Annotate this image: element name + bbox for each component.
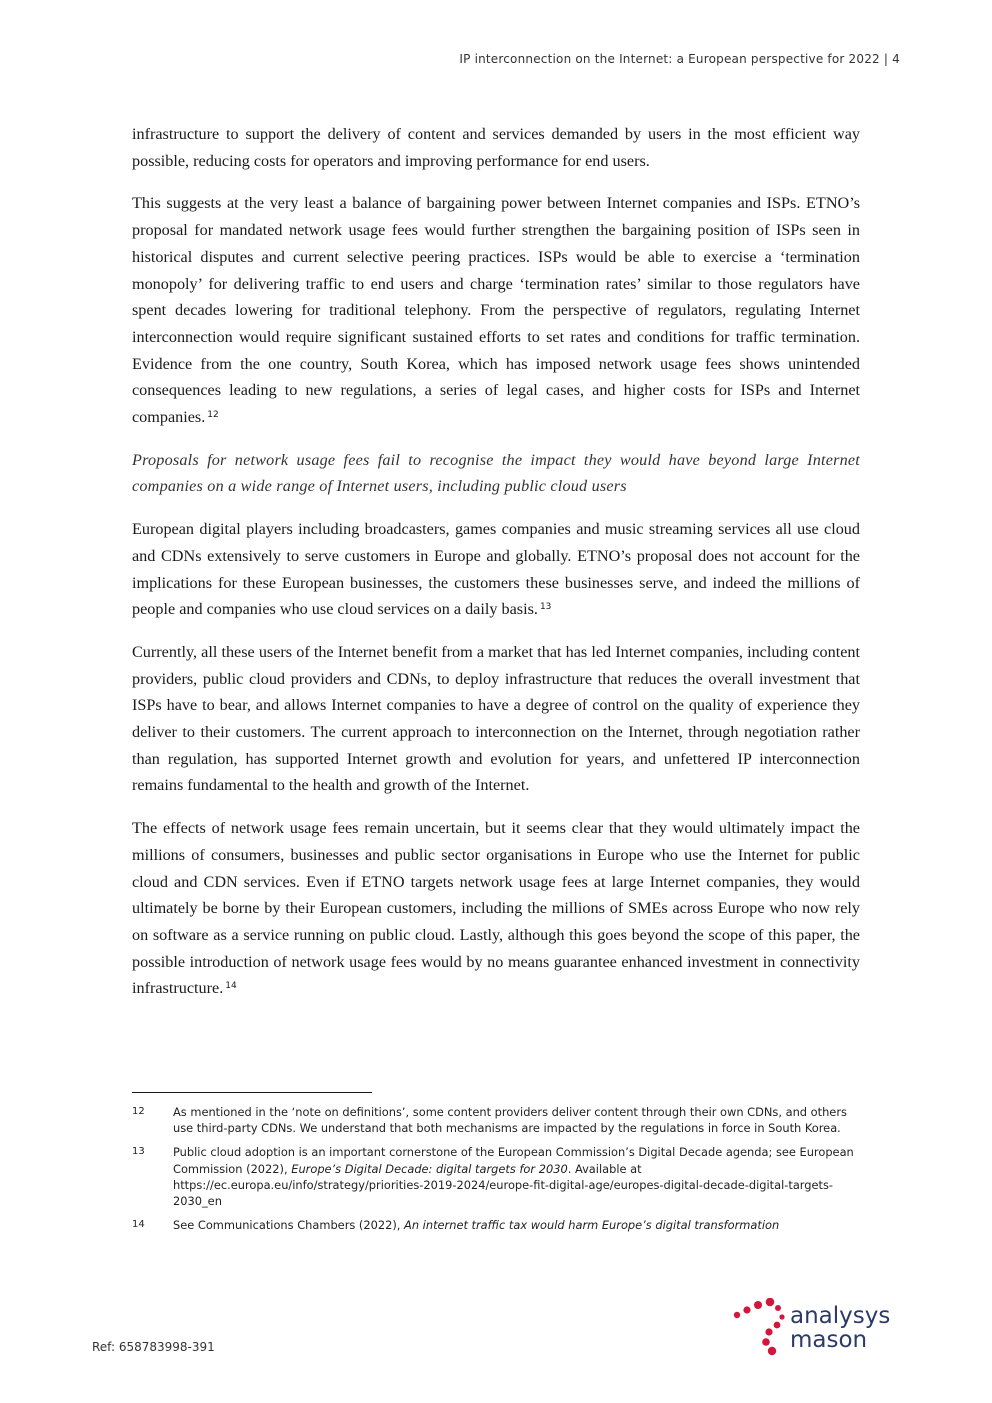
logo-dot <box>762 1338 770 1346</box>
footnote-divider <box>132 1092 372 1093</box>
paragraph-text: Proposals for network usage fees fail to recognise the impact they would have beyond large Internet companies on a wide range of Internet users, including public cloud users <box>132 450 860 496</box>
paragraph-text: Currently, all these users of the Internet benefit from a market that has led Internet companies, including content providers, public cloud providers and CDNs, to deploy infrastructure that reduces the overall investment that ISPs have to bear, and allows Internet companies to have a degree of control on the quality of experience they deliver to their customers. The current approach to interconnection on the Internet, through negotiation rather than regulation, has supported Internet growth and evolution for years, and unfettered IP interconnection remains fundamental to the health and growth of the Internet. <box>132 642 860 795</box>
footnote <box>132 1217 860 1233</box>
body-paragraph <box>132 516 860 623</box>
logo-dots-icon <box>730 1298 790 1360</box>
body-paragraph <box>132 815 860 1002</box>
paragraph-text: The effects of network usage fees remain uncertain, but it seems clear that they would ultimately impact the millions of consumers, businesses and public sector organisations in Europe who use the Internet for public cloud and CDN services. Even if ETNO targets network usage fees at large Internet companies, they would ultimately be borne by their European customers, including the millions of SMEs across Europe who now rely on software as a service running on public cloud. Lastly, although this goes beyond the scope of this paper, the possible introduction of network usage fees would by no means guarantee enhanced investment in connectivity infrastructure. <box>132 819 860 998</box>
footnote-text-part: . Available at https://ec.europa.eu/info/strategy/priorities-2019-2024/europe-fit-digital-age/europes-digital-decade-digital-targets-2030_en <box>173 1161 834 1209</box>
paragraph-text: This suggests at the very least a balance of bargaining power between Internet companies and ISPs. ETNO’s proposal for mandated network usage fees would further strengthen the bargaining position of ISPs seen in historical disputes and current selective peering practices. ISPs would be able to exercise a ‘termination monopoly’ for delivering traffic to end users and charge ‘termination rates’ similar to those regulators have spent decades lowering for traditional telephony. From the perspective of regulators, regulating Internet interconnection would require significant sustained efforts to set rates and conditions for traffic termination. Evidence from the one country, South Korea, which has imposed network usage fees shows unintended consequences leading to new regulations, a series of legal cases, and higher costs for ISPs and Internet companies. <box>132 194 860 427</box>
footnotes <box>132 1104 860 1241</box>
running-header: IP interconnection on the Internet: a European perspective for 2022 | 4 <box>459 52 900 66</box>
logo-dot <box>743 1306 750 1313</box>
logo-dot <box>754 1301 762 1309</box>
footnote-text-part: See Communications Chambers (2022), <box>173 1218 405 1233</box>
logo-dot <box>765 1328 772 1335</box>
logo-dot <box>768 1347 776 1355</box>
logo-dot <box>774 1322 781 1329</box>
footnote-reference[interactable]: 14 <box>225 981 237 992</box>
document-reference: Ref: 658783998-391 <box>92 1340 215 1354</box>
analysys-mason-logo <box>730 1298 915 1360</box>
body-paragraph <box>132 190 860 430</box>
footnote-text-part: Public cloud adoption is an important cornerstone of the European Commission’s Digital Decade agenda; see European Commission (2022), <box>173 1145 854 1176</box>
logo-dot <box>775 1305 781 1311</box>
footnote-text <box>173 1104 860 1136</box>
footnote-number: 13 <box>132 1146 145 1158</box>
body-paragraph <box>132 121 860 174</box>
logo-dot <box>734 1312 740 1318</box>
footnote-text <box>173 1217 860 1233</box>
paragraph-text: European digital players including broadcasters, games companies and music streaming services all use cloud and CDNs extensively to serve customers in Europe and globally. ETNO’s proposal does not account for the implications for these European businesses, the customers these businesses serve, and indeed the millions of people and companies who use cloud services on a daily basis. <box>132 520 860 619</box>
logo-line-2: mason <box>790 1327 868 1353</box>
footnote-number: 14 <box>132 1219 145 1231</box>
footnote <box>132 1104 860 1136</box>
logo-line-1: analysys <box>790 1303 891 1329</box>
body-paragraph <box>132 639 860 799</box>
body-text <box>132 121 860 1018</box>
footnote-reference[interactable]: 12 <box>207 410 219 421</box>
logo-dot <box>779 1314 784 1319</box>
logo-wordmark <box>790 1304 890 1352</box>
footnote-number: 12 <box>132 1106 145 1117</box>
paragraph-text: infrastructure to support the delivery of content and services demanded by users in the most efficient way possible, reducing costs for operators and improving performance for end users. <box>132 125 860 170</box>
footnote-reference[interactable]: 13 <box>539 602 552 613</box>
footnote-text <box>173 1144 860 1209</box>
footnote-title: Europe’s Digital Decade: digital targets for 2030 <box>291 1161 568 1176</box>
logo-dot <box>766 1298 775 1306</box>
footnote-title: An internet traffic tax would harm Europe’s digital transformation <box>404 1218 780 1233</box>
section-subheading <box>132 447 860 500</box>
footnote <box>132 1144 860 1209</box>
footnote-text-part: As mentioned in the ‘note on definitions’, some content providers deliver content through their own CDNs, and others use third-party CDNs. We understand that both mechanisms are impacted by the regulations in force in South Korea. <box>173 1105 847 1136</box>
